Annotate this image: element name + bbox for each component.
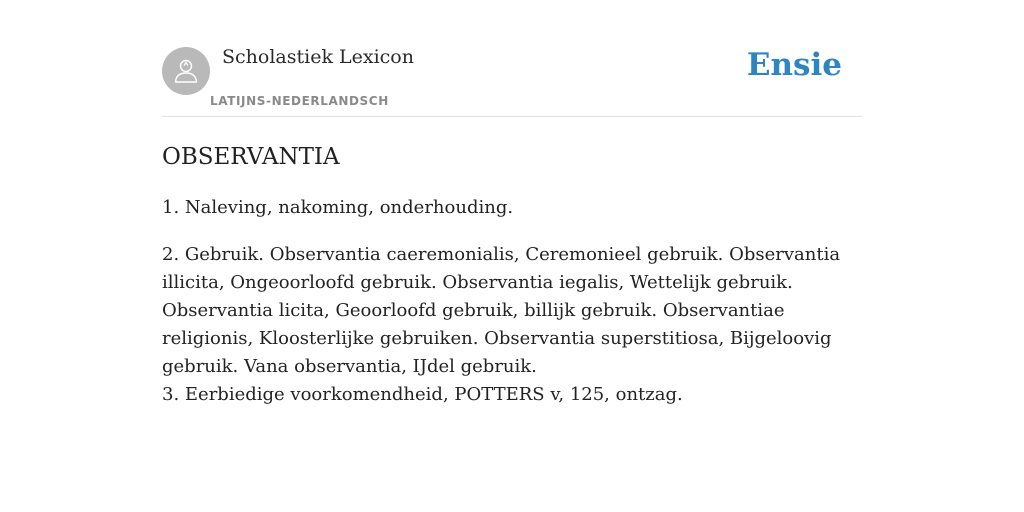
entry-headword: OBSERVANTIA xyxy=(162,144,340,170)
source-subtitle: LATIJNS-NEDERLANDSCH xyxy=(210,94,389,108)
definition-2: 2. Gebruik. Observantia caeremonialis, Ceremonieel gebruik. Observantia illicita, Ongeoorloofd gebruik. Observantia iegalis, Wettelijk gebruik. Observantia licita, Geoorloofd gebruik, billijk gebruik. Observantiae religionis, Kloosterlijke gebruiken. Observantia superstitiosa, Bijgeloovig gebruik. Vana observantia, IJdel gebruik. xyxy=(162,244,841,377)
source-avatar[interactable] xyxy=(162,47,210,95)
definition-3: 3. Eerbiedige voorkomendheid, POTTERS v, 125, ontzag. xyxy=(162,384,683,405)
ensie-logo-link[interactable]: Ensie xyxy=(746,47,842,83)
user-icon xyxy=(171,56,201,86)
source-header xyxy=(162,0,862,117)
definition-1: 1. Naleving, nakoming, onderhouding. xyxy=(162,197,514,218)
source-title[interactable]: Scholastiek Lexicon xyxy=(222,46,414,68)
entry-page xyxy=(162,0,862,409)
